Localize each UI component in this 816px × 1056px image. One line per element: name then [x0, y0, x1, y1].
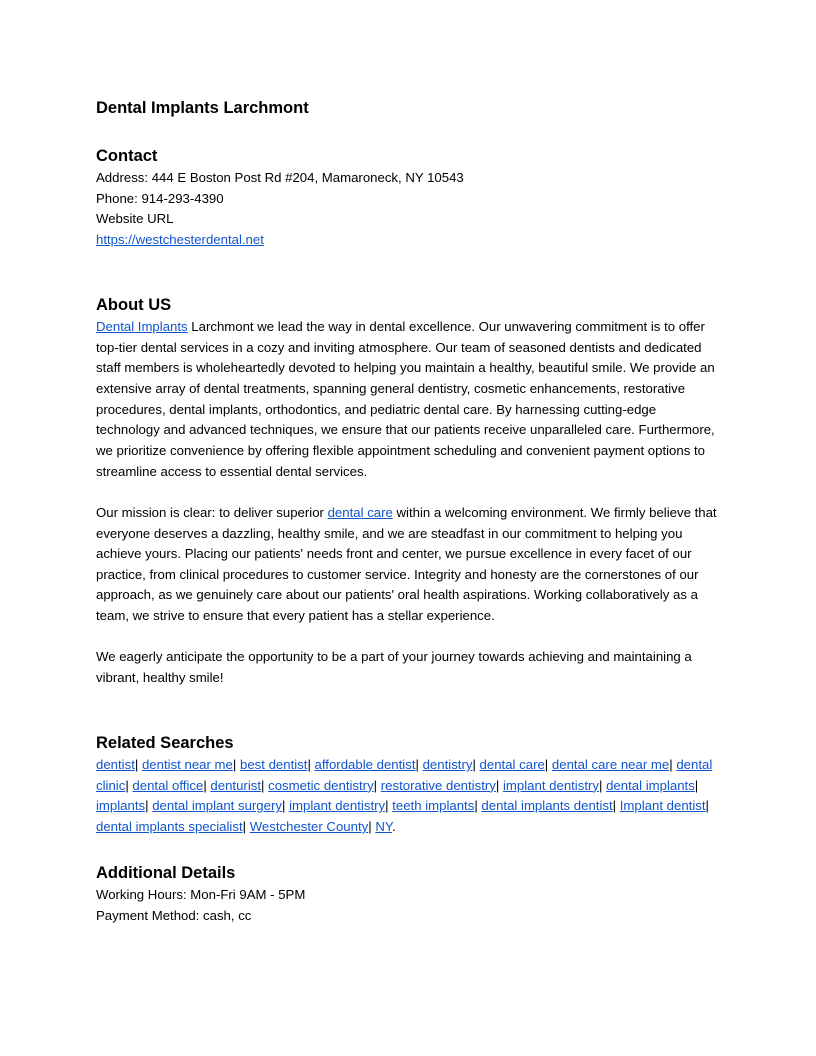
- link-separator: |: [694, 777, 699, 793]
- link-separator: |: [705, 798, 709, 814]
- link-separator: |: [368, 818, 372, 834]
- related-search-link[interactable]: best dentist: [239, 757, 308, 772]
- page-title: Dental Implants Larchmont: [96, 99, 309, 117]
- link-separator: |: [472, 757, 476, 772]
- about-paragraph-2-start: Our mission is clear: to deliver superior: [96, 504, 328, 520]
- related-search-link[interactable]: dental clinic: [96, 757, 713, 793]
- link-separator: |: [669, 757, 673, 772]
- link-separator: |: [145, 798, 149, 814]
- link-separator: |: [598, 777, 603, 793]
- dental-care-link[interactable]: dental care: [327, 504, 393, 520]
- related-search-link[interactable]: Implant dentist: [619, 798, 706, 814]
- related-search-link[interactable]: cosmetic dentistry: [268, 777, 374, 793]
- details-heading: Additional Details: [96, 864, 236, 882]
- link-separator: |: [495, 777, 500, 793]
- link-separator: |: [544, 757, 549, 772]
- additional-details-section: [96, 862, 720, 926]
- related-search-link[interactable]: dentistry: [422, 757, 473, 772]
- website-link[interactable]: https://westchesterdental.net: [96, 231, 264, 247]
- link-separator: |: [373, 777, 378, 793]
- working-hours: Working Hours: Mon-Fri 9AM - 5PM: [96, 887, 306, 902]
- link-separator: |: [307, 757, 311, 772]
- contact-heading: Contact: [96, 147, 158, 165]
- contact-phone: Phone: 914-293-4390: [96, 190, 224, 206]
- link-separator: |: [125, 777, 129, 793]
- related-search-link[interactable]: implant dentistry: [289, 798, 386, 814]
- contact-website-label: Website URL: [96, 211, 174, 227]
- related-search-link[interactable]: implant dentistry: [502, 777, 599, 793]
- related-search-link[interactable]: dentist: [96, 757, 135, 772]
- related-search-link[interactable]: NY: [375, 818, 392, 834]
- related-search-link[interactable]: Westchester County: [249, 818, 369, 834]
- related-search-link[interactable]: dental office: [132, 777, 204, 793]
- payment-method: Payment Method: cash, cc: [96, 907, 252, 923]
- about-paragraph-3: We eagerly anticipate the opportunity to be a part of your journey towards achieving and maintaining a vibrant, healthy smile!: [96, 649, 692, 686]
- related-search-link[interactable]: dentist near me: [141, 757, 233, 772]
- related-search-link[interactable]: dental implants specialist: [96, 818, 243, 834]
- related-search-link[interactable]: implants: [96, 798, 146, 814]
- related-search-link[interactable]: dental implants: [606, 777, 695, 793]
- related-links: [96, 755, 720, 838]
- contact-section: [96, 145, 720, 250]
- link-separator: |: [385, 798, 389, 814]
- about-paragraph-2-end: within a welcoming environment. We firmly believe that everyone deserves a dazzling, healthy smile, and we are steadfast in our commitment to helping you achieve yours. Placing our patients' needs front and center, we pursue excellence in every facet of our practice, from clinical procedures to customer service. Integrity and honesty are the cornerstones of our approach, as we genuinely care about our patients' oral health aspirations. Working collaboratively as a team, we strive to ensure that every patient has a stellar experience.: [96, 504, 717, 624]
- related-search-link[interactable]: dental care: [479, 757, 545, 772]
- related-searches-section: [96, 732, 720, 838]
- about-paragraph-1-text: Larchmont we lead the way in dental excellence. Our unwavering commitment is to offer top-tier dental services in a cozy and inviting atmosphere. Our team of seasoned dentists and dedicated staff members is wholeheartedly devoted to helping you maintain a healthy, beautiful smile. We provide an extensive array of dental treatments, spanning general dentistry, cosmetic enhancements, restorative procedures, dental implants, orthodontics, and pediatric dental care. By harnessing cutting-edge technology and advanced techniques, we ensure that our patients receive unparalleled care. Furthermore, we prioritize convenience by offering flexible appointment scheduling and convenient payment options to streamline access to essential dental services.: [96, 319, 715, 479]
- link-separator: |: [281, 798, 286, 814]
- related-search-link[interactable]: dental implants dentist: [481, 798, 613, 814]
- related-search-link[interactable]: denturist: [210, 777, 262, 793]
- related-search-link[interactable]: restorative dentistry: [380, 777, 496, 793]
- related-search-link[interactable]: affordable dentist: [314, 757, 416, 772]
- link-separator: |: [232, 757, 237, 772]
- contact-address: Address: 444 E Boston Post Rd #204, Mamaroneck, NY 10543: [96, 170, 464, 185]
- link-separator: |: [415, 757, 419, 772]
- about-section: [96, 294, 720, 689]
- about-paragraph-2: [96, 503, 720, 627]
- related-search-link[interactable]: dental care near me: [551, 757, 670, 772]
- list-end-period: .: [391, 818, 396, 834]
- related-search-link[interactable]: dental implant surgery: [152, 798, 282, 814]
- link-separator: |: [612, 798, 617, 814]
- link-separator: |: [134, 757, 139, 772]
- dental-implants-link[interactable]: Dental Implants: [96, 319, 188, 334]
- about-heading: About US: [96, 296, 172, 314]
- link-separator: |: [261, 777, 265, 793]
- related-search-link[interactable]: teeth implants: [392, 798, 475, 814]
- link-separator: |: [203, 777, 207, 793]
- about-paragraph-1: [96, 317, 720, 482]
- link-separator: |: [242, 818, 247, 834]
- related-heading: Related Searches: [96, 734, 234, 752]
- link-separator: |: [474, 798, 478, 814]
